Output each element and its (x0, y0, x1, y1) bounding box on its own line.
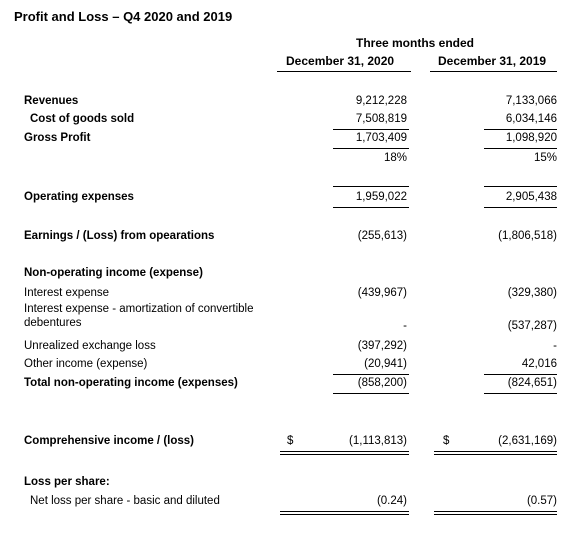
gross-profit-2019: 1,098,920 (505, 132, 557, 144)
gross-profit-underline-2020 (333, 148, 409, 149)
net-lps-2020: (0.24) (376, 495, 407, 507)
interest-amort-2019: (537,287) (507, 320, 557, 332)
cogs-2019: 6,034,146 (505, 113, 557, 125)
column-header-2019: December 31, 2019 (438, 54, 547, 68)
interest-2020: (439,967) (357, 287, 407, 299)
total-nonop-2020: (858,200) (357, 377, 407, 389)
total-nonop-label: Total non-operating income (expenses) (24, 377, 238, 389)
period-header: Three months ended (356, 36, 475, 50)
other-income-underline-2020 (333, 374, 409, 375)
opex-2019: 2,905,438 (505, 191, 557, 203)
net-lps-double-underline-2019 (434, 511, 557, 515)
total-nonop-underline-2019 (484, 393, 557, 394)
comprehensive-currency-2020: $ (287, 435, 294, 447)
interest-amort-label-line2: debentures (24, 317, 82, 329)
other-income-underline-2019 (484, 374, 557, 375)
cogs-label: Cost of goods sold (30, 113, 135, 125)
nonop-header: Non-operating income (expense) (24, 267, 203, 279)
cogs-underline-2020 (333, 129, 409, 130)
earnings-ops-2019: (1,806,518) (498, 230, 557, 242)
revenues-2020: 9,212,228 (355, 95, 407, 107)
comprehensive-label: Comprehensive income / (loss) (24, 435, 194, 447)
opex-underline-2019 (484, 207, 557, 208)
comprehensive-currency-2019: $ (443, 435, 450, 447)
earnings-ops-2020: (255,613) (357, 230, 407, 242)
interest-label: Interest expense (24, 287, 110, 299)
net-lps-label: Net loss per share - basic and diluted (30, 495, 220, 507)
total-nonop-underline-2020 (333, 393, 409, 394)
net-lps-2019: (0.57) (526, 495, 557, 507)
gross-profit-label: Gross Profit (24, 132, 91, 144)
revenues-label: Revenues (24, 95, 79, 107)
fx-loss-2019: - (553, 340, 557, 352)
gross-margin-2020: 18% (383, 152, 407, 164)
other-income-label: Other income (expense) (24, 358, 148, 370)
opex-underline-2020 (333, 207, 409, 208)
header-underline-2019 (430, 71, 557, 72)
opex-label: Operating expenses (24, 191, 134, 203)
comprehensive-2020: (1,113,813) (349, 435, 407, 447)
total-nonop-2019: (824,651) (507, 377, 557, 389)
cogs-2020: 7,508,819 (355, 113, 407, 125)
fx-loss-2020: (397,292) (357, 340, 407, 352)
comprehensive-2019: (2,631,169) (498, 435, 557, 447)
cogs-underline-2019 (484, 129, 557, 130)
interest-amort-label-line1: Interest expense - amortization of convertible (24, 303, 254, 315)
gross-profit-underline-2019 (484, 148, 557, 149)
opex-overline-2019 (484, 186, 557, 187)
interest-2019: (329,380) (507, 287, 557, 299)
gross-margin-2019: 15% (533, 152, 557, 164)
column-header-2020: December 31, 2020 (286, 54, 395, 68)
other-income-2020: (20,941) (364, 358, 407, 370)
other-income-2019: 42,016 (521, 358, 557, 370)
comprehensive-double-underline-2019 (434, 451, 557, 455)
lps-header: Loss per share: (24, 476, 110, 488)
interest-amort-2020: - (403, 320, 407, 332)
gross-profit-2020: 1,703,409 (355, 132, 407, 144)
opex-2020: 1,959,022 (355, 191, 407, 203)
header-underline-2020 (277, 71, 411, 72)
comprehensive-double-underline-2020 (280, 451, 409, 455)
revenues-2019: 7,133,066 (505, 95, 557, 107)
net-lps-double-underline-2020 (280, 511, 409, 515)
earnings-ops-label: Earnings / (Loss) from opearations (24, 230, 215, 242)
fx-loss-label: Unrealized exchange loss (24, 340, 156, 352)
opex-overline-2020 (333, 186, 409, 187)
page-title: Profit and Loss – Q4 2020 and 2019 (14, 9, 233, 24)
